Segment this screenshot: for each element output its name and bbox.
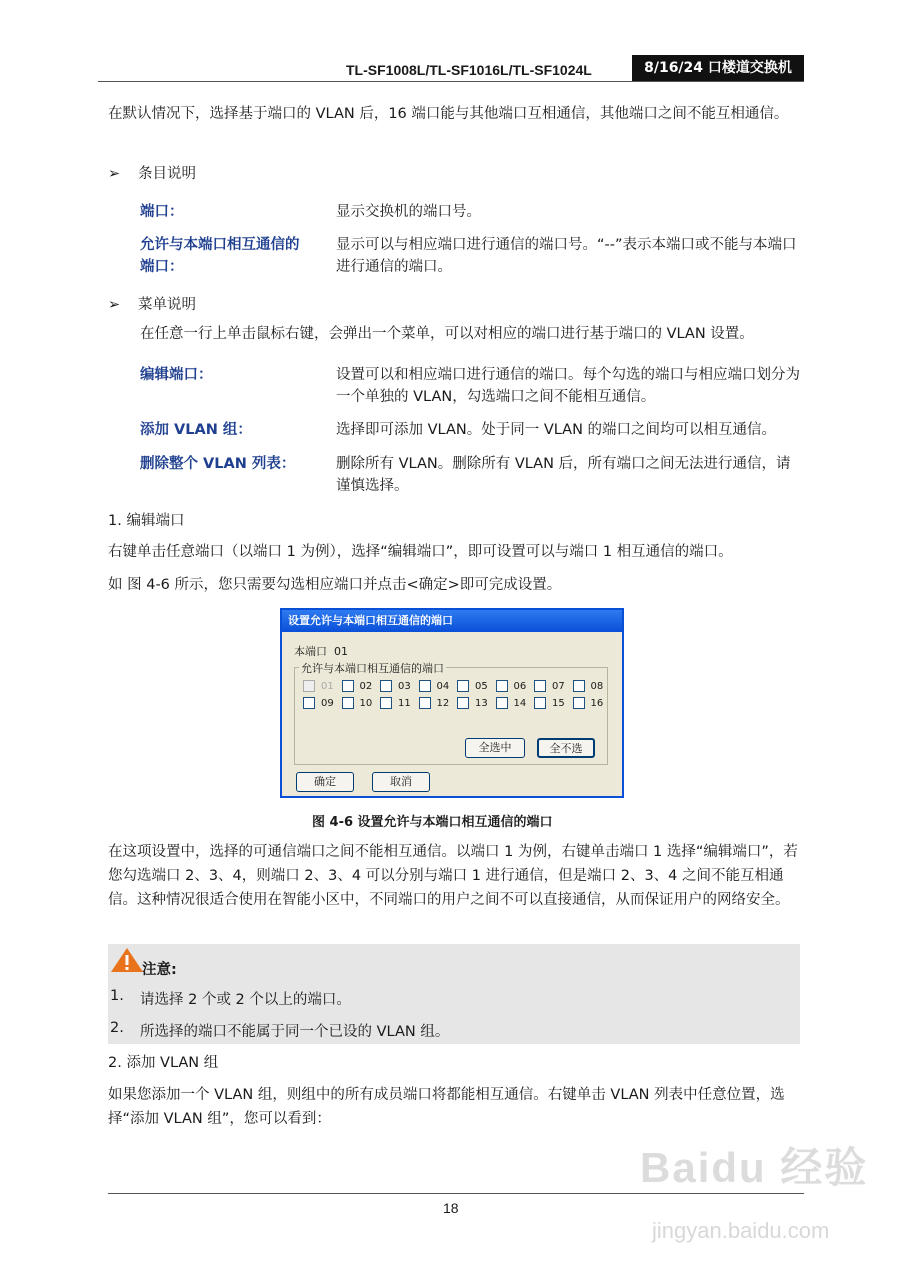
checkbox-box — [380, 680, 392, 692]
item-desc-port: 显示交换机的端口号。 — [336, 204, 481, 220]
checkbox-box — [457, 680, 469, 692]
intro-paragraph: 在默认情况下，选择基于端口的 VLAN 后，16 端口能与其他端口互相通信，其他端口之间不能互相通信。 — [108, 106, 789, 122]
item-term-allowed-ports: 允许与本端口相互通信的端口： — [140, 237, 300, 275]
port-checkbox-label: 08 — [590, 681, 604, 692]
port-checkbox-14[interactable] — [496, 697, 527, 710]
port-value: 01 — [334, 645, 348, 658]
menu-desc-delete: 删除所有 VLAN。删除所有 VLAN 后，所有端口之间无法进行通信，请谨慎选择。 — [336, 456, 791, 494]
menu-term-add: 添加 VLAN 组： — [140, 422, 252, 438]
menu-term-delete: 删除整个 VLAN 列表： — [140, 456, 296, 472]
checkbox-box — [342, 680, 354, 692]
note-item-num: 1. — [110, 988, 124, 1004]
port-checkbox-label: 12 — [436, 698, 450, 709]
items-heading-text: 条目说明 — [138, 166, 196, 182]
allowed-ports-group — [294, 662, 608, 765]
checkbox-box — [303, 697, 315, 709]
checkbox-box — [457, 697, 469, 709]
note-item-num: 2. — [110, 1020, 124, 1036]
menu-heading — [108, 293, 196, 314]
port-checkbox-13[interactable] — [457, 697, 488, 710]
section1-p1: 右键单击任意端口（以端口 1 为例），选择“编辑端口”，即可设置可以与端口 1 相互通信的端口。 — [108, 544, 733, 560]
page-number: 18 — [443, 1200, 459, 1216]
port-checkbox-label: 06 — [513, 681, 527, 692]
checkbox-box — [573, 697, 585, 709]
note-title: 注意: — [142, 962, 177, 978]
port-label: 本端口 — [294, 645, 327, 658]
warning-icon — [110, 947, 144, 977]
menu-desc-edit: 设置可以和相应端口进行通信的端口。每个勾选的端口与相应端口划分为一个单独的 VLAN，勾选端口之间不能相互通信。 — [336, 367, 800, 405]
menu-heading-text: 菜单说明 — [138, 297, 196, 313]
port-checkbox-label: 10 — [359, 698, 373, 709]
port-checkbox-07[interactable] — [534, 680, 565, 693]
port-checkbox-label: 14 — [513, 698, 527, 709]
port-checkbox-label: 05 — [475, 681, 488, 692]
checkbox-box — [380, 697, 392, 709]
port-checkbox-01 — [303, 680, 334, 693]
checkbox-box — [419, 697, 431, 709]
port-checkbox-label: 15 — [552, 698, 565, 709]
checkbox-box — [496, 680, 508, 692]
menu-intro: 在任意一行上单击鼠标右键，会弹出一个菜单，可以对相应的端口进行基于端口的 VLAN 设置。 — [140, 326, 754, 342]
dialog-title: 设置允许与本端口相互通信的端口 — [282, 610, 622, 632]
port-checkbox-11[interactable] — [380, 697, 411, 710]
cancel-button[interactable]: 取消 — [372, 772, 430, 792]
item-desc-allowed-ports: 显示可以与相应端口进行通信的端口号。“--”表示本端口或不能与本端口进行通信的端口。 — [336, 237, 797, 275]
checkbox-box — [303, 680, 315, 692]
port-checkbox-05[interactable] — [457, 680, 488, 693]
edit-port-dialog — [280, 608, 624, 798]
watermark-brand: Baidu 经验 — [640, 1144, 869, 1191]
checkbox-box — [496, 697, 508, 709]
header-model: TL-SF1008L/TL-SF1016L/TL-SF1024L — [346, 62, 592, 78]
checkbox-box — [419, 680, 431, 692]
port-checkbox-08[interactable] — [573, 680, 604, 693]
note-item-text: 所选择的端口不能属于同一个已设的 VLAN 组。 — [140, 1024, 450, 1040]
header-product: 8/16/24 口楼道交换机 — [632, 55, 804, 82]
port-checkbox-label: 01 — [321, 681, 334, 692]
menu-term-edit: 编辑端口： — [140, 367, 213, 383]
arrow-bullet-icon: ➢ — [108, 166, 121, 182]
explanation-paragraph: 在这项设置中，选择的可通信端口之间不能相互通信。以端口 1 为例，右键单击端口 1 选择“编辑端口”，若您勾选端口 2、3、4，则端口 2、3、4 可以分别与端口 1 进行通信，但是端口 2、3、4 之间不能互相通信。这种情况很适合使用在智能小区中，不同端口的用户之间不可以直接通信，从而保证用户的网络安全。 — [108, 844, 798, 908]
port-checkbox-02[interactable] — [342, 680, 373, 693]
port-checkbox-16[interactable] — [573, 697, 604, 710]
port-checkbox-label: 04 — [436, 681, 450, 692]
section1-p2: 如 图 4-6 所示，您只需要勾选相应端口并点击<确定>即可完成设置。 — [108, 577, 562, 593]
port-checkbox-label: 07 — [552, 681, 565, 692]
port-checkbox-label: 16 — [590, 698, 604, 709]
checkbox-box — [573, 680, 585, 692]
deselect-all-button[interactable]: 全不选 — [537, 738, 595, 758]
port-checkbox-label: 02 — [359, 681, 373, 692]
figure-caption: 图 4-6 设置允许与本端口相互通信的端口 — [312, 815, 553, 830]
arrow-bullet-icon: ➢ — [108, 297, 121, 313]
port-checkbox-15[interactable] — [534, 697, 565, 710]
select-all-button[interactable]: 全选中 — [465, 738, 525, 758]
group-title: 允许与本端口相互通信的端口 — [301, 662, 444, 675]
port-checkbox-10[interactable] — [342, 697, 373, 710]
port-checkbox-label: 11 — [398, 698, 411, 709]
section2-title: 2. 添加 VLAN 组 — [108, 1055, 219, 1071]
port-checkbox-12[interactable] — [419, 697, 450, 710]
section1-title: 1. 编辑端口 — [108, 513, 185, 529]
dialog-port-label — [294, 643, 348, 659]
menu-desc-add: 选择即可添加 VLAN。处于同一 VLAN 的端口之间均可以相互通信。 — [336, 422, 777, 438]
port-checkbox-label: 03 — [398, 681, 411, 692]
port-checkbox-09[interactable] — [303, 697, 334, 710]
port-checkbox-06[interactable] — [496, 680, 527, 693]
port-checkbox-label: 09 — [321, 698, 334, 709]
note-item-text: 请选择 2 个或 2 个以上的端口。 — [140, 992, 351, 1008]
header-rule — [98, 81, 804, 82]
watermark-url: jingyan.baidu.com — [652, 1218, 830, 1243]
checkbox-box — [534, 697, 546, 709]
port-checkbox-03[interactable] — [380, 680, 411, 693]
port-checkbox-04[interactable] — [419, 680, 450, 693]
item-term-port: 端口： — [140, 204, 184, 220]
ok-button[interactable]: 确定 — [296, 772, 354, 792]
checkbox-box — [342, 697, 354, 709]
checkbox-box — [534, 680, 546, 692]
section2-p1: 如果您添加一个 VLAN 组，则组中的所有成员端口将都能相互通信。右键单击 VLAN 列表中任意位置，选择“添加 VLAN 组”，您可以看到： — [108, 1087, 785, 1127]
items-heading — [108, 162, 196, 183]
port-checkbox-label: 13 — [475, 698, 488, 709]
